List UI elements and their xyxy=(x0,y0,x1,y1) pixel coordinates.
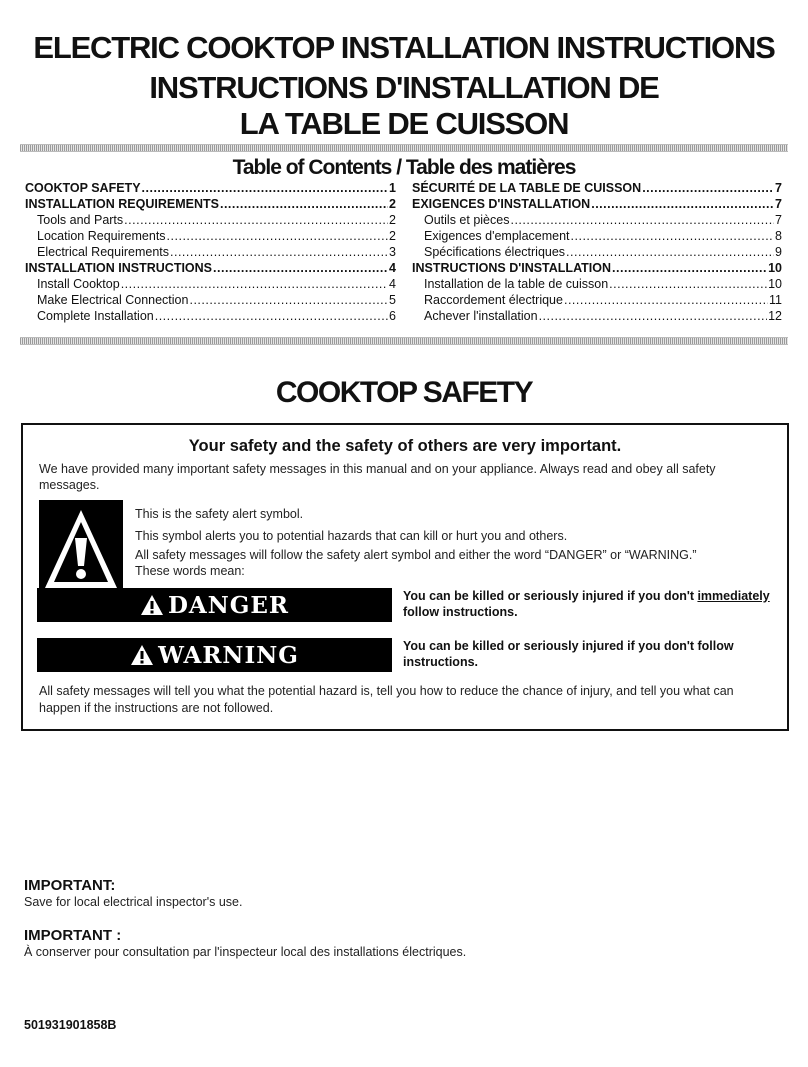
toc-leader-dots xyxy=(591,196,774,212)
toc-leader-dots xyxy=(510,212,774,228)
toc-entry-label: Complete Installation xyxy=(37,309,154,323)
danger-message xyxy=(403,588,783,620)
title-line-3: LA TABLE DE CUISSON xyxy=(239,106,569,141)
toc-entry xyxy=(25,228,396,244)
toc-entry-page: 12 xyxy=(768,309,782,323)
part-number: 501931901858B xyxy=(24,1018,117,1032)
toc-leader-dots xyxy=(189,292,388,308)
safety-footer-line: happen if the instructions are not followed. xyxy=(39,701,274,715)
safety-box xyxy=(21,423,789,731)
toc-entry xyxy=(25,292,396,308)
danger-message-emphasis: immediately xyxy=(697,589,770,603)
toc-entry-label: Tools and Parts xyxy=(37,213,124,227)
toc-leader-dots xyxy=(213,260,388,276)
toc-entry xyxy=(412,308,782,324)
toc-heading: Table of Contents / Table des matières xyxy=(232,156,576,179)
toc-entry-label: Raccordement électrique xyxy=(424,293,563,307)
symbol-explanation xyxy=(135,503,775,578)
warning-banner xyxy=(37,638,392,672)
toc-leader-dots xyxy=(220,196,388,212)
divider-rule xyxy=(20,144,788,152)
toc-entry-page: 7 xyxy=(775,197,782,211)
important-text-fr: À conserver pour consultation par l'inspecteur local des installations électriques. xyxy=(24,945,467,959)
toc-entry-page: 3 xyxy=(389,245,396,259)
toc-leader-dots xyxy=(167,228,389,244)
toc-entry xyxy=(412,196,782,212)
toc-leader-dots xyxy=(121,276,388,292)
toc-leader-dots xyxy=(142,180,389,196)
important-heading-en: IMPORTANT: xyxy=(24,877,116,894)
safety-box-heading: Your safety and the safety of others are very important. xyxy=(188,437,622,455)
symbol-text-line: These words mean: xyxy=(135,564,245,578)
toc-french-column xyxy=(412,180,782,324)
safety-intro-line: We have provided many important safety messages in this manual and on your appliance. Always read and obey all safety xyxy=(39,462,716,476)
toc-entry xyxy=(25,260,396,276)
toc-entry-page: 5 xyxy=(389,293,396,307)
toc-entry-page: 2 xyxy=(389,229,396,243)
toc-leader-dots xyxy=(539,308,768,324)
toc-entry xyxy=(412,180,782,196)
toc-entry-label: COOKTOP SAFETY xyxy=(25,181,141,195)
toc-entry xyxy=(412,212,782,228)
warning-message-text: instructions. xyxy=(403,655,479,669)
toc-entry xyxy=(412,260,782,276)
symbol-text-line: This symbol alerts you to potential hazards that can kill or hurt you and others. xyxy=(135,529,568,543)
toc-entry-page: 1 xyxy=(389,181,396,195)
toc-leader-dots xyxy=(566,244,774,260)
toc-entry-label: Exigences d'emplacement xyxy=(424,229,570,243)
warning-message-text: You can be killed or seriously injured if you don't follow xyxy=(403,639,734,653)
toc-entry xyxy=(25,180,396,196)
toc-leader-dots xyxy=(155,308,388,324)
safety-footer-line: All safety messages will tell you what the potential hazard is, tell you how to reduce the chance of injury, and tell you what can xyxy=(39,684,734,698)
toc-leader-dots xyxy=(612,260,767,276)
danger-message-text: You can be killed or seriously injured if you don't xyxy=(403,589,698,603)
alert-triangle-icon xyxy=(130,644,154,666)
toc-leader-dots xyxy=(170,244,388,260)
toc-entry-label: Location Requirements xyxy=(37,229,166,243)
toc-entry xyxy=(412,228,782,244)
toc-entry-page: 11 xyxy=(769,293,782,307)
danger-message-text: follow instructions. xyxy=(403,605,518,619)
toc-entry xyxy=(412,292,782,308)
toc-entry-label: Electrical Requirements xyxy=(37,245,169,259)
safety-intro xyxy=(39,461,779,493)
symbol-text-line: This is the safety alert symbol. xyxy=(135,507,304,521)
toc-entry-page: 9 xyxy=(775,245,782,259)
danger-banner xyxy=(37,588,392,622)
toc-leader-dots xyxy=(609,276,767,292)
section-title: COOKTOP SAFETY xyxy=(275,376,533,409)
safety-footer xyxy=(39,683,783,717)
divider-rule xyxy=(20,337,788,345)
toc-entry-page: 7 xyxy=(775,213,782,227)
toc-entry-label: Achever l'installation xyxy=(424,309,538,323)
alert-triangle-icon xyxy=(140,594,164,616)
toc-entry-label: SÉCURITÉ DE LA TABLE DE CUISSON xyxy=(412,181,642,195)
toc-entry-page: 2 xyxy=(389,197,396,211)
toc-leader-dots xyxy=(642,180,774,196)
toc-entry-label: Make Electrical Connection xyxy=(37,293,189,307)
toc-entry-label: INSTALLATION INSTRUCTIONS xyxy=(25,261,213,275)
warning-message xyxy=(403,638,783,670)
toc-entry-label: EXIGENCES D'INSTALLATION xyxy=(412,197,591,211)
toc-leader-dots xyxy=(124,212,388,228)
toc-leader-dots xyxy=(571,228,775,244)
toc-entry xyxy=(25,244,396,260)
toc-entry xyxy=(25,308,396,324)
toc-entry-label: INSTALLATION REQUIREMENTS xyxy=(25,197,219,211)
toc-entry xyxy=(25,276,396,292)
toc-entry-label: Install Cooktop xyxy=(37,277,120,291)
toc-entry-page: 8 xyxy=(775,229,782,243)
toc-entry-page: 4 xyxy=(389,277,396,291)
toc-entry-page: 6 xyxy=(389,309,396,323)
toc-entry-page: 4 xyxy=(389,261,396,275)
important-heading-fr: IMPORTANT : xyxy=(24,927,122,944)
toc-entry-page: 10 xyxy=(768,277,782,291)
safety-alert-symbol-icon xyxy=(39,500,123,598)
toc-entry-label: Spécifications électriques xyxy=(424,245,566,259)
toc-english-column xyxy=(25,180,396,324)
toc-entry-label: Outils et pièces xyxy=(424,213,510,227)
toc-entry-label: Installation de la table de cuisson xyxy=(424,277,609,291)
toc-entry-page: 2 xyxy=(389,213,396,227)
symbol-text-line: All safety messages will follow the safety alert symbol and either the word “DANGER” or “WARNING.” xyxy=(135,548,697,562)
toc-entry xyxy=(25,212,396,228)
toc-entry-page: 10 xyxy=(768,261,782,275)
toc-entry xyxy=(25,196,396,212)
toc-entry xyxy=(412,244,782,260)
title-line-2: INSTRUCTIONS D'INSTALLATION DE xyxy=(149,70,659,105)
toc-entry xyxy=(412,276,782,292)
toc-leader-dots xyxy=(564,292,768,308)
safety-intro-line: messages. xyxy=(39,478,100,492)
toc-entry-page: 7 xyxy=(775,181,782,195)
danger-label: DANGER xyxy=(167,591,290,619)
important-text-en: Save for local electrical inspector's use. xyxy=(24,895,243,909)
warning-label: WARNING xyxy=(158,641,299,669)
title-line-1: ELECTRIC COOKTOP INSTALLATION INSTRUCTIONS xyxy=(33,30,775,65)
toc-entry-label: INSTRUCTIONS D'INSTALLATION xyxy=(412,261,612,275)
